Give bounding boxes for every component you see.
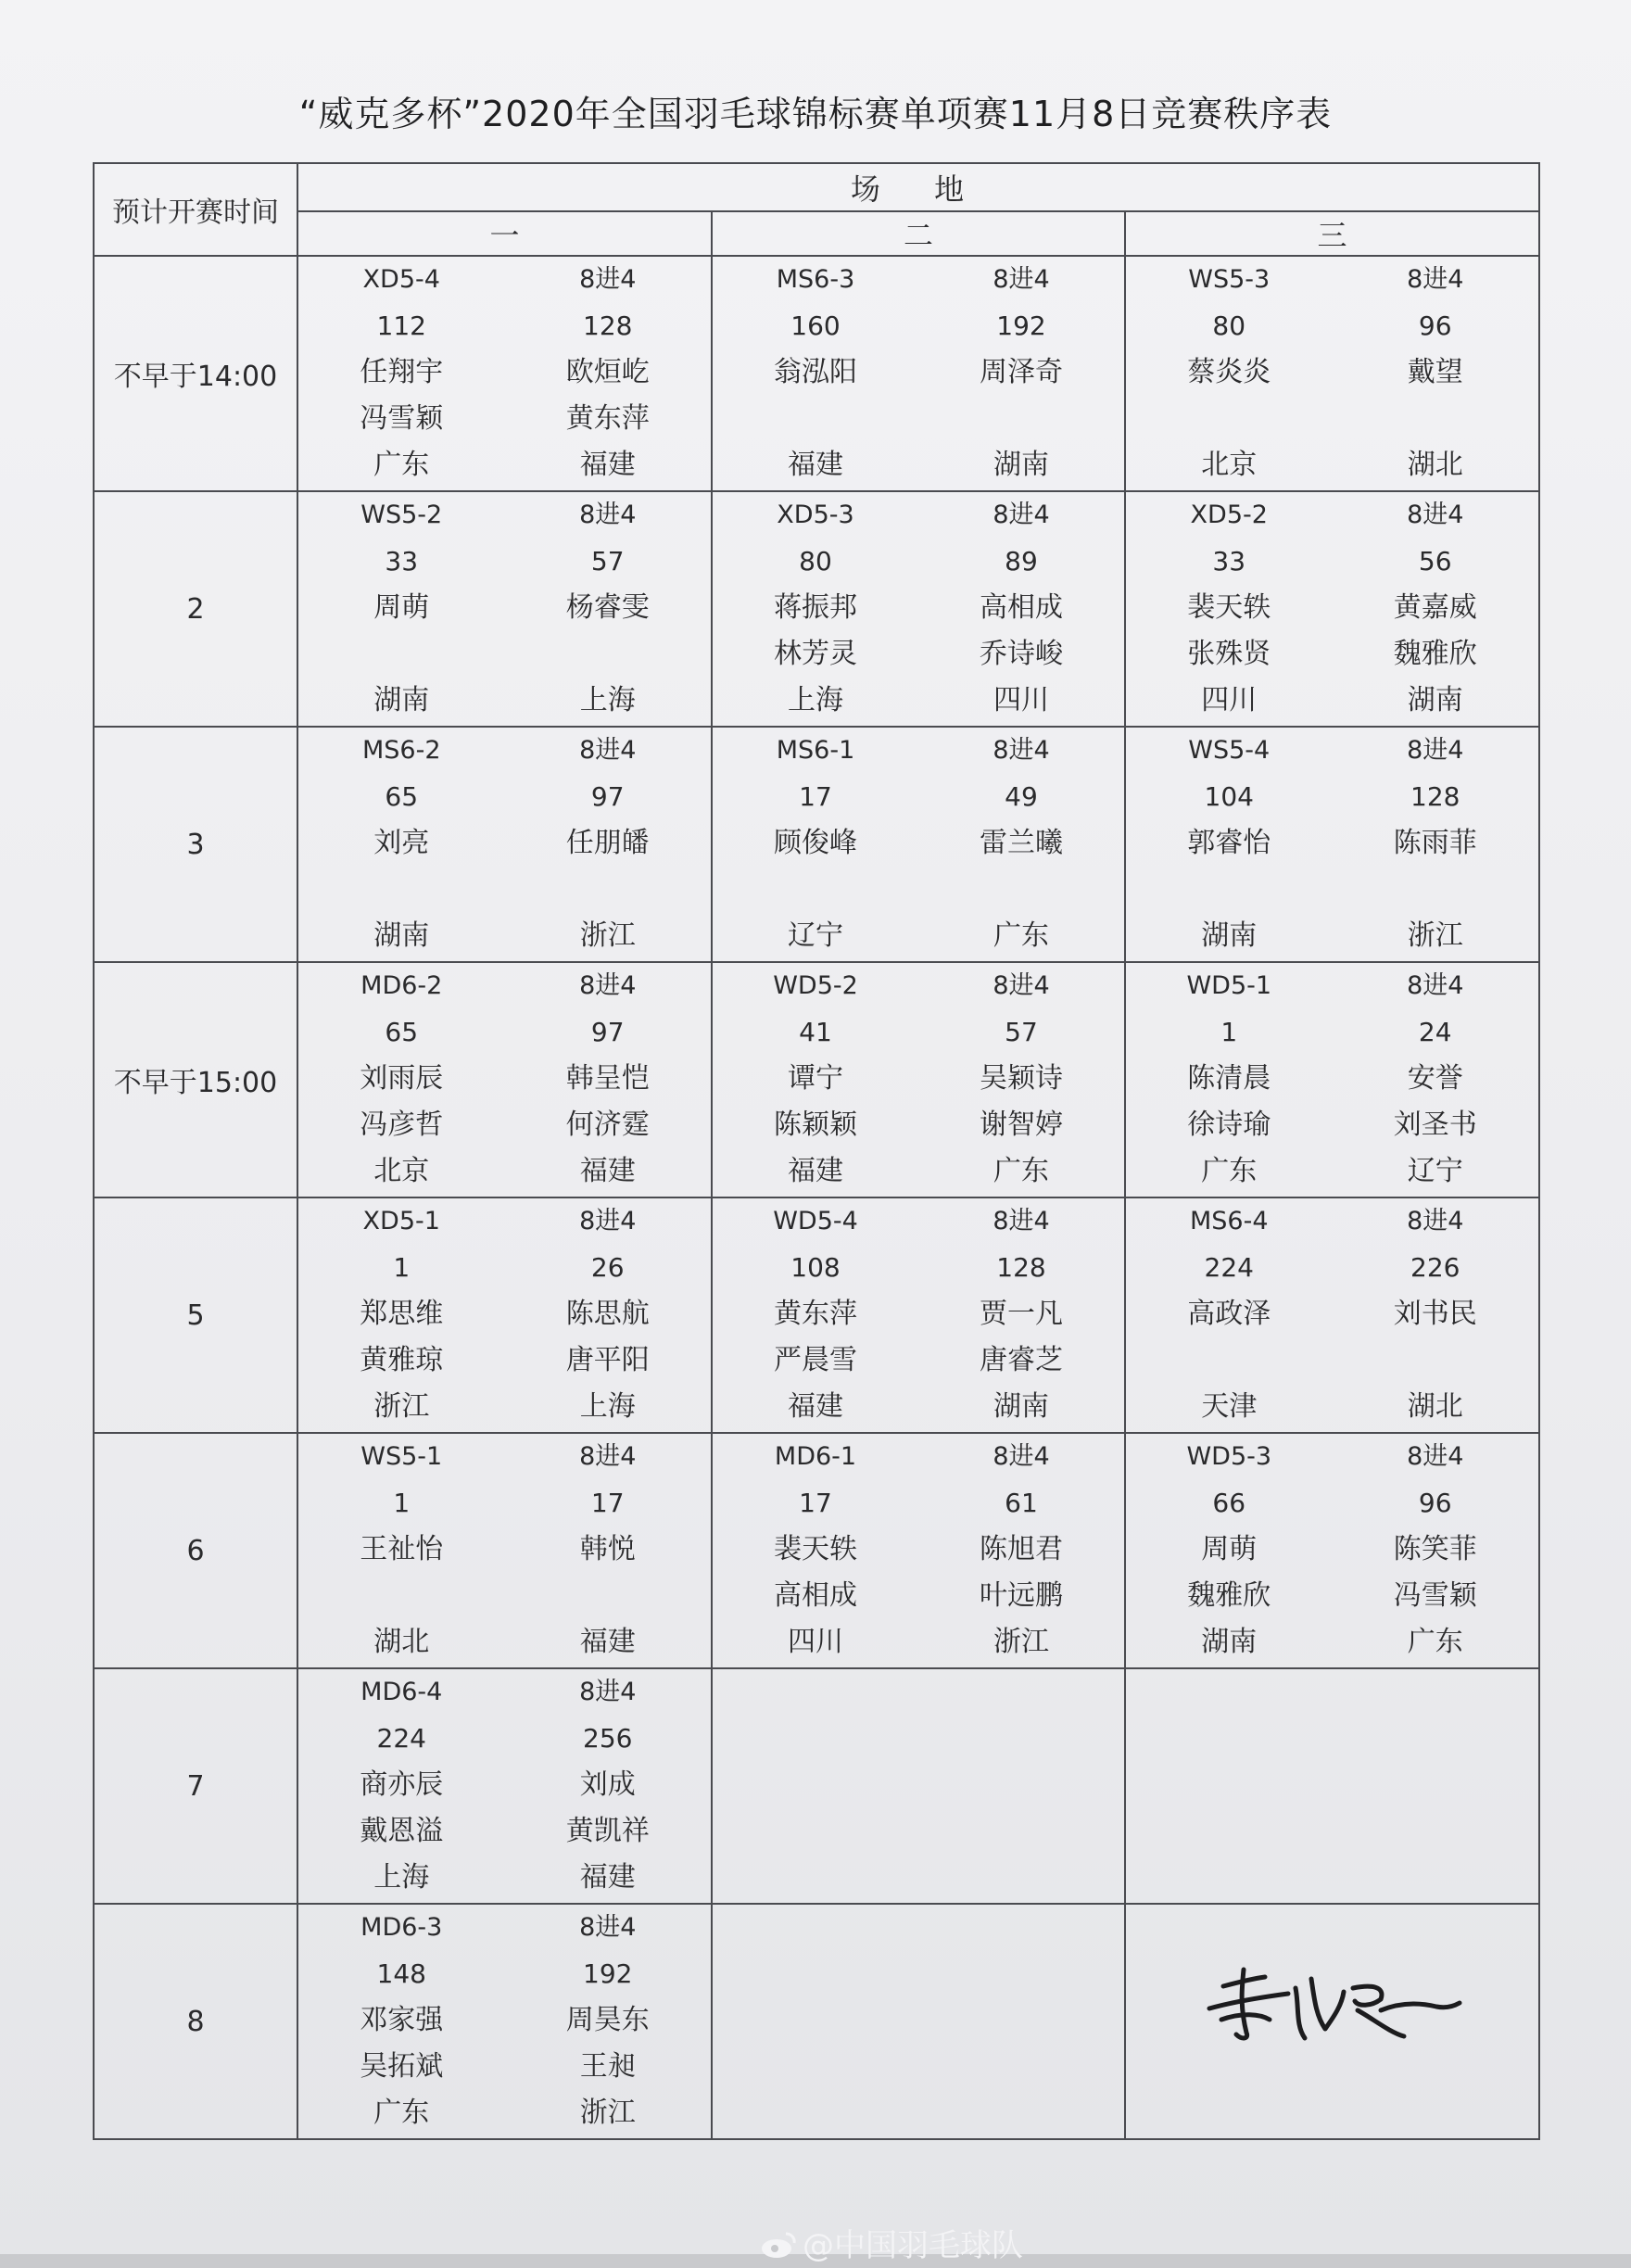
- seed-number: 17: [799, 1488, 832, 1518]
- round-label: 8进4: [1407, 265, 1464, 294]
- player-name: 郑思维: [360, 1298, 444, 1330]
- player-name: 雷兰曦: [980, 827, 1063, 859]
- player-name: 陈思航: [565, 1298, 650, 1330]
- player-name: 周萌: [373, 591, 430, 624]
- player-name: 蔡炎炎: [1187, 356, 1271, 388]
- side-a: [298, 963, 505, 1197]
- team-name: 北京: [373, 1155, 430, 1187]
- partner-name: 高相成: [774, 1579, 857, 1612]
- side-b: [918, 1434, 1124, 1667]
- side-b: [918, 728, 1124, 961]
- player-name: 郭睿怡: [1187, 827, 1271, 859]
- round-label: 8进4: [993, 500, 1050, 529]
- player-name: 高政泽: [1187, 1298, 1271, 1330]
- round-label: 8进4: [1407, 736, 1464, 765]
- seed-number: 128: [1410, 781, 1460, 812]
- round-label: 8进4: [579, 736, 637, 765]
- player-name: 刘雨辰: [360, 1062, 444, 1095]
- player-name: 高相成: [980, 591, 1063, 624]
- seed-number: 192: [996, 310, 1046, 341]
- player-name: 黄嘉威: [1393, 591, 1477, 624]
- partner-name: 刘圣书: [1393, 1109, 1477, 1141]
- court-3-match: [1125, 256, 1539, 491]
- partner-name: 徐诗瑜: [1187, 1109, 1271, 1141]
- partner-name: 严晨雪: [774, 1344, 857, 1376]
- team-name: 湖北: [1407, 1390, 1463, 1423]
- team-name: 四川: [993, 684, 1049, 716]
- player-name: 谭宁: [788, 1062, 843, 1095]
- partner-name: [713, 403, 918, 435]
- seed-number: 192: [583, 1958, 633, 1989]
- side-a: [1126, 728, 1333, 961]
- court-2-match: [712, 727, 1125, 962]
- team-name: 四川: [1201, 684, 1258, 716]
- court-2-match: [712, 1668, 1125, 1904]
- round-label: 8进4: [993, 971, 1050, 1000]
- event-code: WD5-1: [1186, 971, 1272, 1000]
- seed-number: 96: [1418, 1488, 1452, 1518]
- page-title: “威克多杯”2020年全国羽毛球锦标赛单项赛11月8日竞赛秩序表: [298, 94, 1333, 134]
- partner-name: 吴拓斌: [360, 2050, 444, 2083]
- team-name: 福建: [579, 449, 636, 481]
- side-b: [1333, 1198, 1539, 1432]
- team-name: 湖南: [993, 449, 1049, 481]
- player-name: 陈笑菲: [1393, 1533, 1477, 1565]
- side-b: [505, 963, 712, 1197]
- event-code: XD5-2: [1190, 500, 1268, 529]
- seed-number: 80: [1212, 310, 1246, 341]
- seed-number: 226: [1410, 1252, 1460, 1283]
- partner-name: [298, 639, 505, 670]
- side-a: [713, 257, 918, 490]
- side-a: [298, 1434, 505, 1667]
- court-1-match: [297, 256, 712, 491]
- event-code: XD5-3: [777, 500, 854, 529]
- player-name: 周泽奇: [980, 356, 1063, 388]
- partner-name: 冯雪颖: [360, 402, 444, 435]
- side-b: [505, 1905, 712, 2138]
- start-time: 6: [94, 1433, 297, 1668]
- partner-name: 林芳灵: [774, 638, 857, 670]
- side-a: [298, 1905, 505, 2138]
- round-label: 8进4: [993, 265, 1050, 294]
- player-name: 韩呈恺: [565, 1062, 650, 1095]
- court-1-match: [297, 1433, 712, 1668]
- court-1-match: [297, 962, 712, 1197]
- partner-name: [1126, 1345, 1333, 1376]
- seed-number: 128: [583, 310, 633, 341]
- team-name: 上海: [373, 1861, 430, 1894]
- seed-number: 104: [1204, 781, 1254, 812]
- venue-header: 场 地: [297, 163, 1539, 211]
- player-name: 贾一凡: [980, 1298, 1063, 1330]
- partner-name: [298, 1580, 505, 1612]
- court-3-match: [1125, 1668, 1539, 1904]
- seed-number: 66: [1212, 1488, 1246, 1518]
- round-label: 8进4: [1407, 1442, 1464, 1471]
- event-code: MD6-3: [360, 1913, 443, 1942]
- partner-name: 唐睿芝: [980, 1344, 1063, 1376]
- round-label: 8进4: [1407, 1207, 1464, 1235]
- side-a: [298, 728, 505, 961]
- event-code: MD6-1: [774, 1442, 857, 1471]
- side-a: [1126, 492, 1333, 726]
- seed-number: 128: [996, 1252, 1046, 1283]
- player-name: 周萌: [1201, 1533, 1258, 1565]
- schedule-row: [94, 1433, 1539, 1668]
- seed-number: 1: [393, 1488, 411, 1518]
- team-name: 福建: [788, 449, 843, 481]
- court-header-3: 三: [1125, 211, 1539, 256]
- player-name: 吴颖诗: [980, 1062, 1063, 1095]
- partner-name: 冯雪颖: [1393, 1579, 1477, 1612]
- partner-name: [1333, 403, 1539, 435]
- round-label: 8进4: [579, 500, 637, 529]
- team-name: 湖北: [373, 1626, 430, 1658]
- court-2-match: [712, 256, 1125, 491]
- team-name: 天津: [1201, 1390, 1258, 1423]
- player-name: 刘书民: [1393, 1298, 1477, 1330]
- player-name: 翁泓阳: [774, 356, 857, 388]
- schedule-row: [94, 1197, 1539, 1433]
- team-name: 上海: [579, 684, 636, 716]
- side-a: [1126, 963, 1333, 1197]
- side-a: [298, 1198, 505, 1432]
- seed-number: 80: [799, 546, 832, 577]
- partner-name: 陈颖颖: [774, 1109, 857, 1141]
- partner-name: 黄雅琼: [360, 1344, 444, 1376]
- court-2-match: [712, 962, 1125, 1197]
- partner-name: 谢智婷: [980, 1109, 1063, 1141]
- round-label: 8进4: [579, 1442, 637, 1471]
- seed-number: 65: [385, 781, 419, 812]
- seed-number: 1: [1220, 1017, 1238, 1047]
- side-a: [1126, 1198, 1333, 1432]
- court-header-2: 二: [712, 211, 1125, 256]
- start-time: 8: [94, 1904, 297, 2139]
- start-time: 2: [94, 491, 297, 727]
- seed-number: 89: [1005, 546, 1038, 577]
- event-code: WD5-3: [1186, 1442, 1272, 1471]
- schedule-row: [94, 962, 1539, 1197]
- side-a: [298, 257, 505, 490]
- court-3-match: [1125, 962, 1539, 1197]
- event-code: MD6-4: [360, 1678, 443, 1706]
- partner-name: [1126, 403, 1333, 435]
- player-name: 陈雨菲: [1393, 827, 1477, 859]
- round-label: 8进4: [579, 1678, 637, 1706]
- seed-number: 96: [1418, 310, 1452, 341]
- side-b: [505, 492, 712, 726]
- court-3-match: [1125, 1197, 1539, 1433]
- team-name: 浙江: [993, 1626, 1049, 1658]
- round-label: 8进4: [993, 1207, 1050, 1235]
- player-name: 商亦辰: [360, 1768, 444, 1801]
- player-name: 韩悦: [579, 1533, 636, 1565]
- side-a: [298, 492, 505, 726]
- side-a: [1126, 257, 1333, 490]
- side-b: [505, 1669, 712, 1903]
- partner-name: 戴恩溢: [360, 1815, 444, 1847]
- player-name: 邓家强: [360, 2004, 444, 2036]
- seed-number: 49: [1005, 781, 1038, 812]
- seed-number: 26: [590, 1252, 625, 1283]
- team-name: 广东: [993, 1155, 1049, 1187]
- team-name: 广东: [1407, 1626, 1463, 1658]
- team-name: 浙江: [373, 1390, 430, 1423]
- team-name: 广东: [373, 2097, 430, 2129]
- side-a: [713, 492, 918, 726]
- side-a: [298, 1669, 505, 1903]
- player-name: 戴望: [1407, 356, 1463, 388]
- seed-number: 61: [1005, 1488, 1038, 1518]
- partner-name: 魏雅欣: [1393, 638, 1477, 670]
- seed-number: 256: [583, 1723, 633, 1754]
- team-name: 湖南: [1407, 684, 1463, 716]
- side-b: [1333, 963, 1539, 1197]
- court-1-match: [297, 1904, 712, 2139]
- player-name: 周昊东: [565, 2004, 650, 2036]
- team-name: 辽宁: [788, 919, 843, 952]
- side-b: [918, 1198, 1124, 1432]
- team-name: 广东: [373, 449, 430, 481]
- seed-number: 41: [799, 1017, 832, 1047]
- partner-name: 冯彦哲: [360, 1109, 444, 1141]
- seed-number: 17: [590, 1488, 625, 1518]
- player-name: 陈清晨: [1187, 1062, 1271, 1095]
- team-name: 福建: [579, 1155, 636, 1187]
- court-2-match: [712, 491, 1125, 727]
- player-name: 裴天轶: [774, 1533, 857, 1565]
- team-name: 广东: [993, 919, 1049, 952]
- round-label: 8进4: [993, 1442, 1050, 1471]
- side-b: [1333, 492, 1539, 726]
- player-name: 王祉怡: [360, 1533, 444, 1565]
- court-3-match: [1125, 491, 1539, 727]
- round-label: 8进4: [579, 1913, 637, 1942]
- court-1-match: [297, 727, 712, 962]
- round-label: 8进4: [579, 971, 637, 1000]
- side-b: [505, 1198, 712, 1432]
- team-name: 四川: [788, 1626, 843, 1658]
- team-name: 辽宁: [1407, 1155, 1463, 1187]
- seed-number: 33: [1212, 546, 1246, 577]
- partner-name: [505, 639, 712, 670]
- side-a: [1126, 1434, 1333, 1667]
- round-label: 8进4: [579, 1207, 637, 1235]
- start-time: 不早于14:00: [94, 256, 297, 491]
- partner-name: 叶远鹏: [980, 1579, 1063, 1612]
- round-label: 8进4: [579, 265, 637, 294]
- team-name: 湖南: [1201, 1626, 1258, 1658]
- team-name: 广东: [1201, 1155, 1258, 1187]
- seed-number: 112: [376, 310, 426, 341]
- seed-number: 65: [385, 1017, 419, 1047]
- side-a: [713, 963, 918, 1197]
- schedule-row: [94, 1668, 1539, 1904]
- partner-name: [918, 874, 1124, 906]
- event-code: MS6-1: [776, 736, 855, 765]
- schedule-row: [94, 727, 1539, 962]
- round-label: 8进4: [993, 736, 1050, 765]
- player-name: 刘成: [579, 1768, 636, 1801]
- player-name: 杨睿雯: [565, 591, 650, 624]
- partner-name: [298, 874, 505, 906]
- player-name: 陈旭君: [980, 1533, 1063, 1565]
- start-time: 5: [94, 1197, 297, 1433]
- seed-number: 97: [590, 1017, 625, 1047]
- side-b: [918, 963, 1124, 1197]
- seed-number: 148: [376, 1958, 426, 1989]
- schedule-table: [93, 162, 1540, 2140]
- player-name: 欧烜屹: [565, 356, 650, 388]
- player-name: 任朋皤: [565, 827, 650, 859]
- seed-number: 57: [1005, 1017, 1038, 1047]
- partner-name: 唐平阳: [565, 1344, 650, 1376]
- partner-name: 张殊贤: [1187, 638, 1271, 670]
- event-code: MS6-2: [361, 736, 441, 765]
- side-b: [1333, 728, 1539, 961]
- seed-number: 57: [590, 546, 625, 577]
- event-code: WS5-1: [360, 1442, 443, 1471]
- start-time: 不早于15:00: [94, 962, 297, 1197]
- side-a: [713, 728, 918, 961]
- partner-name: [1333, 1345, 1539, 1376]
- player-name: 蒋振邦: [774, 591, 857, 624]
- schedule-body: [94, 256, 1539, 2139]
- time-column-header: 预计开赛时间: [94, 163, 297, 256]
- partner-name: 何济霆: [565, 1109, 650, 1141]
- court-1-match: [297, 491, 712, 727]
- team-name: 湖南: [373, 684, 430, 716]
- round-label: 8进4: [1407, 500, 1464, 529]
- partner-name: [1333, 874, 1539, 906]
- partner-name: [505, 874, 712, 906]
- event-code: MS6-4: [1189, 1207, 1269, 1235]
- partner-name: 黄凯祥: [565, 1815, 650, 1847]
- team-name: 湖南: [1201, 919, 1258, 952]
- side-b: [1333, 257, 1539, 490]
- team-name: 福建: [579, 1861, 636, 1894]
- court-2-match: [712, 1904, 1125, 2139]
- court-3-match: [1125, 1433, 1539, 1668]
- side-a: [713, 1434, 918, 1667]
- team-name: 上海: [579, 1390, 636, 1423]
- partner-name: [1126, 874, 1333, 906]
- side-b: [918, 257, 1124, 490]
- schedule-row: [94, 491, 1539, 727]
- event-code: MD6-2: [360, 971, 443, 1000]
- event-code: MS6-3: [776, 265, 855, 294]
- seed-number: 160: [790, 310, 841, 341]
- court-1-match: [297, 1668, 712, 1904]
- team-name: 湖南: [993, 1390, 1049, 1423]
- event-code: XD5-1: [362, 1207, 440, 1235]
- team-name: 福建: [788, 1155, 843, 1187]
- seed-number: 24: [1418, 1017, 1452, 1047]
- seed-number: 97: [590, 781, 625, 812]
- seed-number: 56: [1418, 546, 1452, 577]
- player-name: 裴天轶: [1187, 591, 1271, 624]
- side-b: [505, 1434, 712, 1667]
- side-b: [1333, 1434, 1539, 1667]
- side-a: [713, 1198, 918, 1432]
- player-name: 刘亮: [373, 827, 430, 859]
- weibo-handle: @中国羽毛球队: [803, 2227, 1023, 2264]
- seed-number: 108: [790, 1252, 841, 1283]
- court-2-match: [712, 1197, 1125, 1433]
- side-b: [505, 257, 712, 490]
- team-name: 上海: [788, 684, 843, 716]
- player-name: 黄东萍: [774, 1298, 857, 1330]
- weibo-logo-icon: [760, 2230, 797, 2268]
- player-name: 任翔宇: [360, 356, 444, 388]
- seed-number: 224: [1204, 1252, 1254, 1283]
- partner-name: 王昶: [579, 2050, 636, 2083]
- team-name: 浙江: [579, 919, 636, 952]
- side-b: [918, 492, 1124, 726]
- event-code: WS5-3: [1188, 265, 1271, 294]
- team-name: 湖南: [373, 919, 430, 952]
- seed-number: 224: [376, 1723, 426, 1754]
- seed-number: 1: [393, 1252, 411, 1283]
- player-name: 安誉: [1407, 1062, 1463, 1095]
- partner-name: 黄东萍: [565, 402, 650, 435]
- court-3-match: [1125, 727, 1539, 962]
- team-name: 福建: [579, 1626, 636, 1658]
- team-name: 浙江: [579, 2097, 636, 2129]
- team-name: 北京: [1201, 449, 1258, 481]
- team-name: 浙江: [1407, 919, 1463, 952]
- event-code: WS5-4: [1188, 736, 1271, 765]
- seed-number: 17: [799, 781, 832, 812]
- partner-name: 乔诗峻: [980, 638, 1063, 670]
- start-time: 7: [94, 1668, 297, 1904]
- event-code: WD5-2: [773, 971, 858, 1000]
- event-code: XD5-4: [362, 265, 440, 294]
- court-2-match: [712, 1433, 1125, 1668]
- seed-number: 33: [385, 546, 419, 577]
- player-name: 顾俊峰: [774, 827, 857, 859]
- partner-name: [713, 874, 918, 906]
- partner-name: [918, 403, 1124, 435]
- event-code: WS5-2: [360, 500, 443, 529]
- team-name: 福建: [788, 1390, 843, 1423]
- event-code: WD5-4: [773, 1207, 858, 1235]
- round-label: 8进4: [1407, 971, 1464, 1000]
- partner-name: 魏雅欣: [1187, 1579, 1271, 1612]
- schedule-row: [94, 256, 1539, 491]
- side-b: [505, 728, 712, 961]
- partner-name: [505, 1580, 712, 1612]
- weibo-watermark: [760, 2220, 1023, 2268]
- signature: [1195, 1951, 1473, 2044]
- court-1-match: [297, 1197, 712, 1433]
- court-header-1: 一: [297, 211, 712, 256]
- team-name: 湖北: [1407, 449, 1463, 481]
- start-time: 3: [94, 727, 297, 962]
